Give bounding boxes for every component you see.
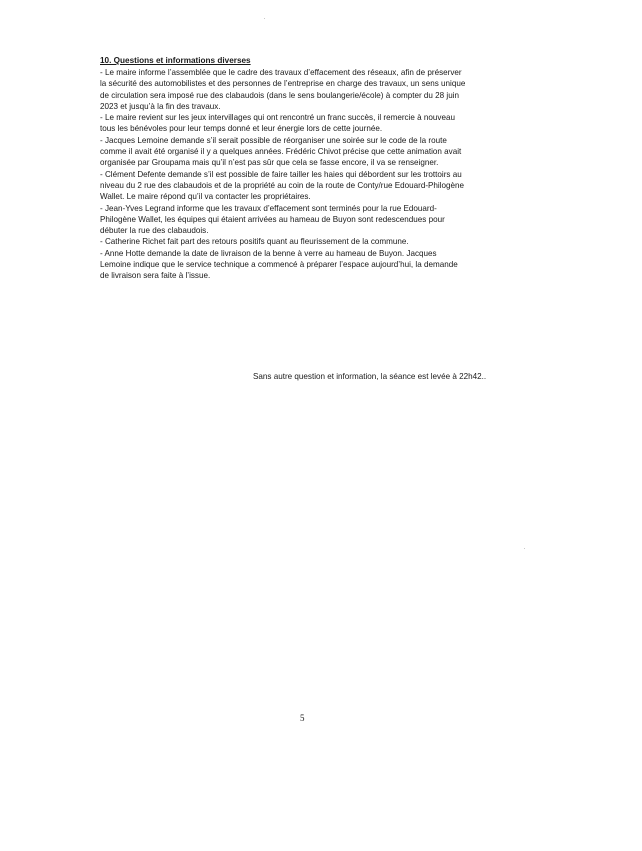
body-line: 2023 et jusqu’à la fin des travaux. xyxy=(100,101,221,111)
body-line: - Clément Defente demande s’il est possible de faire tailler les haies qui débordent sur les trottoirs au xyxy=(100,169,462,179)
body-line: niveau du 2 rue des clabaudois et de la propriété au coin de la route de Conty/rue Edouard-Philogène xyxy=(100,180,465,190)
body-line: Wallet. Le maire répond qu’il va contacter les propriétaires. xyxy=(100,192,311,202)
body-line: comme il avait été organisé il y a quelques années. Frédéric Chivot précise que cette animation avait xyxy=(100,147,462,157)
scan-speck-right xyxy=(524,548,525,549)
body-line: - Le maire revient sur les jeux intervillages qui ont rencontré un franc succès, il remercie à nouveau xyxy=(100,113,455,123)
body-line: - Catherine Richet fait part des retours positifs quant au fleurissement de la commune. xyxy=(100,237,409,247)
body-line: - Jean-Yves Legrand informe que les travaux d’effacement sont terminés pour la rue Edouard- xyxy=(100,203,437,213)
body-line: tous les bénévoles pour leur temps donné et leur énergie lors de cette journée. xyxy=(100,124,383,134)
body-line: la sécurité des automobilistes et des personnes de l’entreprise en charge des travaux, un sens unique xyxy=(100,79,466,89)
page-number: 5 xyxy=(300,713,305,723)
body-line: débuter la rue des clabaudois. xyxy=(100,226,209,236)
section-questions-informations xyxy=(100,55,515,282)
body-line: de circulation sera imposé rue des clabaudois (dans le sens boulangerie/école) à compter du 28 juin xyxy=(100,90,460,100)
section-body xyxy=(100,67,515,282)
body-line: - Anne Hotte demande la date de livraison de la benne à verre au hameau de Buyon. Jacques xyxy=(100,248,437,258)
scan-speck-top xyxy=(264,18,265,19)
closing-statement: Sans autre question et information, la séance est levée à 22h42.. xyxy=(253,372,487,381)
body-line: de livraison sera faite à l’issue. xyxy=(100,271,211,281)
body-line: - Jacques Lemoine demande s’il serait possible de réorganiser une soirée sur le code de la route xyxy=(100,135,447,145)
body-line: Lemoine indique que le service technique a commencé à préparer l’espace aujourd’hui, la demande xyxy=(100,260,458,270)
body-line: Philogène Wallet, les équipes qui étaient arrivées au hameau de Buyon sont redescendues pour xyxy=(100,214,445,224)
section-heading: 10. Questions et informations diverses xyxy=(100,56,251,65)
body-line: - Le maire informe l’assemblée que le cadre des travaux d’effacement des réseaux, afin de préserver xyxy=(100,68,462,77)
body-line: organisée par Groupama mais qu’il n’est pas sûr que cela se fasse encore, il va se renseigner. xyxy=(100,158,439,168)
